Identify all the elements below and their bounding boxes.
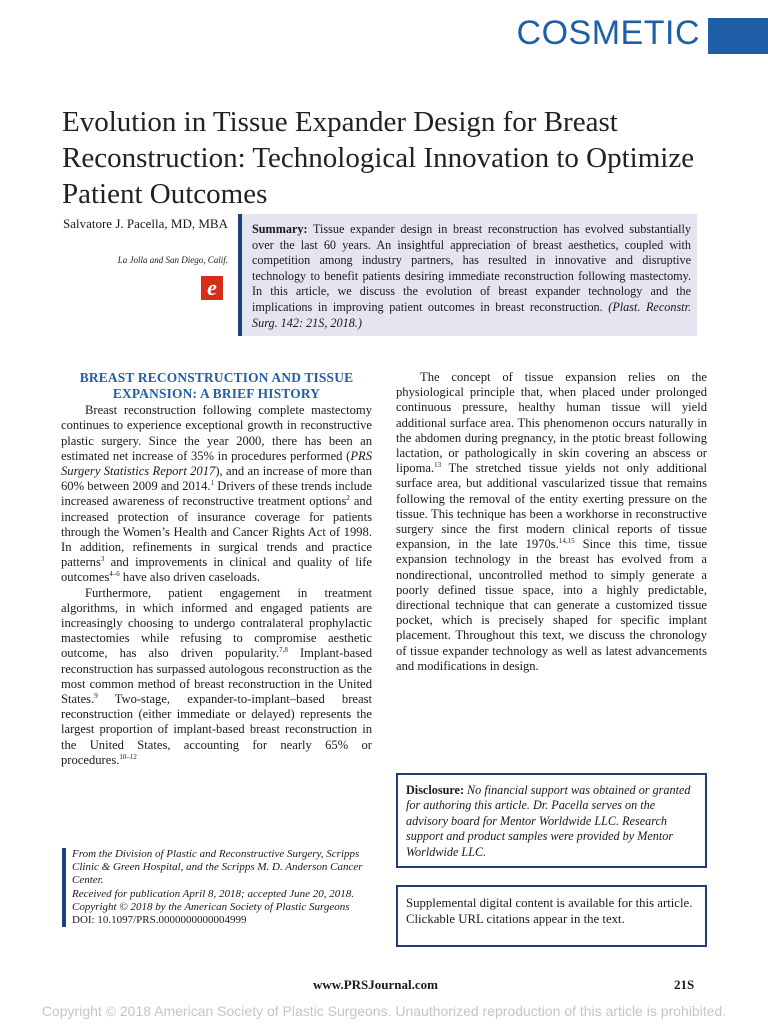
- reference[interactable]: 4–6: [109, 570, 120, 579]
- author-name: Salvatore J. Pacella, MD, MBA: [62, 216, 228, 231]
- paragraph: Furthermore, patient engagement in treatment algorithms, in which informed and engaged patients are increasingly choosing to undergo contralateral prophylactic mastectomies while refusing to compromise aesthetic outcome, has also driven popularity.$^{7,8}$ Implant-based reconstruction has surpassed autologous reconstruction as the most common method of breast reconstruction in the United States.$^9$ Two-stage, expander-to-implant–based breast reconstruction (either immediate or delayed) represents the largest proportion of implant-based breast reconstruction in the United States, accounting for nearly 65% or procedures.$^{10-12}$: [61, 585, 372, 767]
- footnote-copyright: Copyright © 2018 by the American Society of Plastic Surgeons: [72, 900, 350, 913]
- column-right: [396, 370, 707, 674]
- reference[interactable]: 7,8: [279, 646, 288, 655]
- summary-label: Summary:: [252, 222, 308, 236]
- supplemental-box: Supplemental digital content is available for this article. Clickable URL citations appear in the text.: [396, 885, 707, 947]
- reference[interactable]: 13: [434, 461, 442, 470]
- section-label: COSMETIC: [516, 14, 700, 52]
- footnote-affiliation: From the Division of Plastic and Reconstructive Surgery, Scripps Clinic & Green Hospital, and the Scripps M. D. Anderson Cancer Center.: [72, 848, 363, 887]
- journal-url[interactable]: www.PRSJournal.com: [313, 977, 438, 992]
- disclosure-text: No financial support was obtained or granted for authoring this article. Dr. Pacella serves on the advisory board for Mentor Worldwide LLC. Research support and product samples were provided by Mentor Worldwide LLC.: [406, 783, 691, 859]
- reference[interactable]: 1: [210, 479, 215, 488]
- reference[interactable]: 9: [94, 692, 98, 701]
- summary-citation: (Plast. Reconstr. Surg. 142: 21S, 2018.): [252, 299, 692, 330]
- copyright-notice: Copyright © 2018 American Society of Plastic Surgeons. Unauthorized reproduction of this article is prohibited.: [41, 1003, 727, 1019]
- article-title: Evolution in Tissue Expander Design for Breast Reconstruction: Technological Innovation to Optimize Patient Outcomes: [62, 106, 695, 210]
- page-number: 21S: [674, 977, 695, 992]
- paragraph: The concept of tissue expansion relies on the physiological principle that, when placed under prolonged continuous pressure, healthy human tissue will yield additional surface area. This phenomenon occurs naturally in the abdomen during pregnancy, in the ptotic breast following lactation, or pathologically in skin covering an abscess or lipoma.$^{13}$ The stretched tissue yields not only additional surface area, but additional vascularized tissue that remains following the removal of the entity exerting pressure on the tissue. This technique has been a workhorse in reconstructive surgery since the first modern clinical reports of tissue expansion, in the late 1970s.$^{14,15}$ Since this time, tissue expansion technology in the breast has evolved from a nondirectional, uncontrolled method to simply generate a poorly defined tissue space, into a highly predictable, directional technique that can generate a customized tissue pocket, which is precisely shaped for specific implant placement. Throughout this text, we discuss the chronology of tissue expander technology as well as latest advancements and modifications in design.: [396, 370, 707, 673]
- disclosure-box: [396, 773, 707, 868]
- reference[interactable]: 10–12: [119, 752, 137, 761]
- reference[interactable]: 2: [346, 494, 350, 503]
- section-color-block: [708, 18, 768, 54]
- e-content-icon: e: [201, 276, 223, 300]
- disclosure-label: Disclosure:: [406, 783, 464, 797]
- summary-text: Tissue expander design in breast reconstruction has evolved substantially over the last 60 years. An insightful appreciation of breast aesthetics, coupled with competition among industry partners, has resulted in innovative and disruptive technology to benefit patients desiring immediate reconstruction following mastectomy. In this article, we discuss the evolution of breast expander technology and the implications in improving patient outcomes in breast reconstruction.: [252, 222, 692, 314]
- section-heading: BREAST RECONSTRUCTION AND TISSUE EXPANSION: A BRIEF HISTORY: [79, 370, 354, 401]
- footnote-received: Received for publication April 8, 2018; accepted June 20, 2018.: [72, 887, 355, 900]
- reference[interactable]: 14,15: [558, 537, 575, 546]
- author-affiliation: La Jolla and San Diego, Calif.: [117, 255, 228, 265]
- reference[interactable]: 3: [100, 555, 105, 564]
- article-footnote: [62, 848, 373, 927]
- summary-box: [238, 214, 697, 336]
- paragraph: Breast reconstruction following complete mastectomy continues to experience exceptional growth in reconstructive plastic surgery. Since the year 2000, there has been an estimated net increase of 35% in procedures performed (PRS Surgery Statistics Report 2017), and an increase of more than 60% between 2009 and 2014.$^1$ Drivers of these trends include increased awareness of reconstructive treatment options$^2$ and increased protection of insurance coverage for patients through the Women’s Health and Cancer Rights Act of 1998. In addition, refinements in surgical trends and practice patterns$^3$ and improvements in clinical and quality of life outcomes$^{4-6}$ have also driven caseloads.: [61, 403, 372, 585]
- doi[interactable]: DOI: 10.1097/PRS.0000000000004999: [72, 914, 247, 927]
- column-left: [61, 370, 372, 768]
